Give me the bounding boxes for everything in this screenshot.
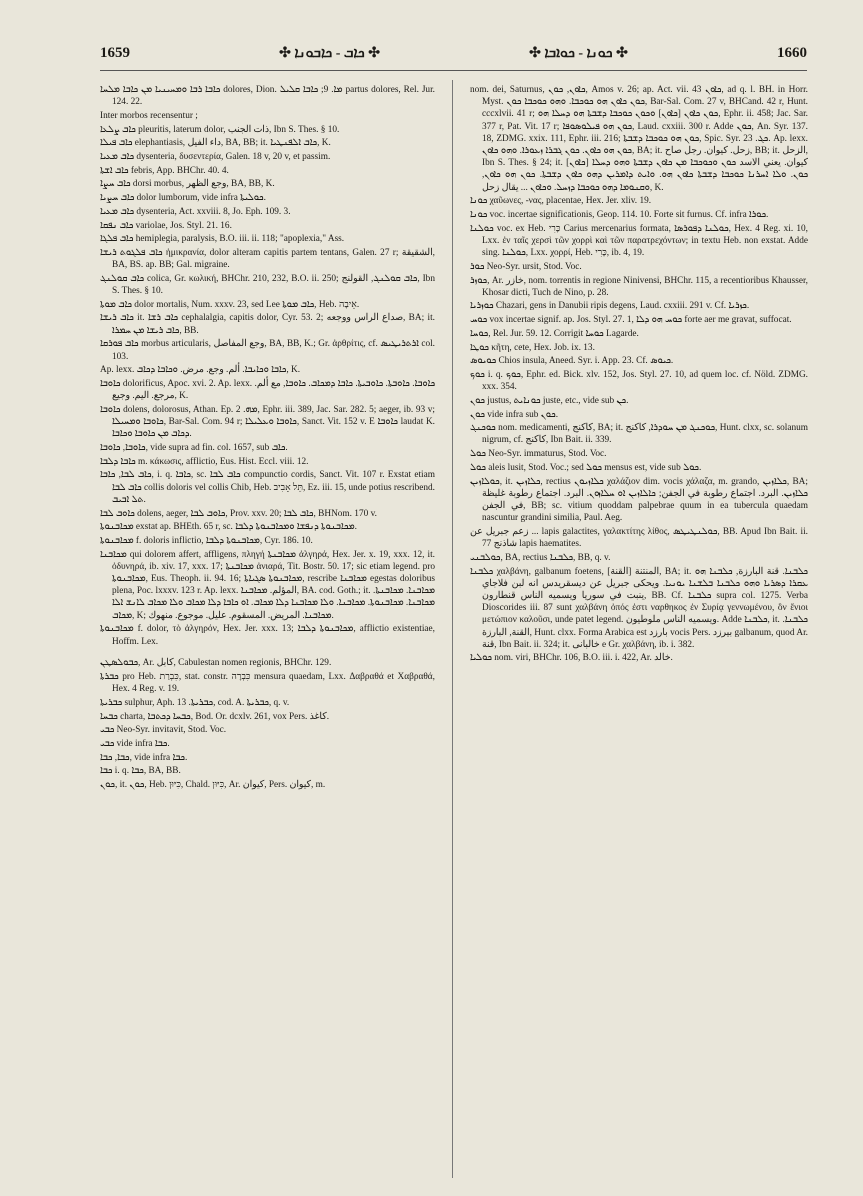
page-number-left: 1659: [100, 44, 130, 61]
dictionary-entry: ܟܐܒ ܚܨܝܐ dolor lumborum, vide infra ܟܘܠܝܬܐ.: [100, 193, 266, 204]
dictionary-entry: ܟܒܪܝܬܐ sulphur, Aph. ܟܒܪܝܬܐ. 13, cod. A. ܟܒܪܝܬܐ, q. v.: [100, 697, 290, 708]
page-number-right: 1660: [777, 44, 807, 61]
dictionary-entry: ܟܐܘܒ ܠܒܐ dolens, aeger, ܟܐܘܒ ܠܒܐ, Prov. xxv. 20; ܟܐܒ ܠܒܐ, BHNom. 170 v.: [100, 508, 377, 519]
dictionary-entry: ܟܐܒ ܨܠܥܐ pleuritis, laterum dolor, ذات الجنب, Ibn S. Thes. § 10.: [100, 124, 340, 135]
page-header: [100, 40, 807, 66]
dictionary-entry: ܟܘܠ Neo-Syr. immaturus, Stod. Voc.: [470, 449, 607, 460]
dictionary-entry: ܟܘܛܐ κῆτη, cete, Hex. Job. ix. 13.: [470, 342, 595, 353]
dictionary-entry: ܟܐܒ ܦܠܓܘܬ ܪܝܫܐ ἡμικρανία, dolor alteram capitis partem tentans, Galen. 27 r; الشقيقة, BA, BS. ap. BB; Gal. migraine.: [100, 247, 435, 271]
dictionary-entry: ܟܐܘܒܐ dolorificus, Apoc. xvi. 2. Ap. lexx. ܟܐܘܒܐ. ܟܐܘܒܬܐ. ܟܐܘܒܝܬܐ. ܟܐܒܐ ܕܡܟܐܒ. ܟܐܘܒܐ, مع ألم. مرجع. اليم. وجيع, K.: [100, 378, 435, 402]
right-column: [470, 84, 808, 1174]
running-head-left-text: ܟܐܒ - ܟܐܒܘܢܐ: [294, 45, 365, 61]
dictionary-entry: ܟܒܪܬܐ pro Heb. כִּבְרַת, stat. constr. כִּבְרָה mensura quaedam, Lxx. Δαβραθά et Χαβραθά, Hex. 4 Reg. v. 19.: [100, 671, 435, 695]
dictionary-entry: ܟܘܢ justus, ܟܘܢܐܝܬ juste, etc., vide sub ܟܢ.: [470, 395, 629, 406]
dictionary-entry: ܟܒܝ vide infra ܟܒܐ.: [100, 738, 170, 749]
section-gap: [100, 649, 435, 657]
dictionary-entry: ܡܟܐܒܢܐ qui dolorem affert, affligens, πληγή ܡܟܐܒܢܬܐ ἀλγηρά, Hex. Jer. x. 19, xxx. 12, it. ὀδυνηρά, ib. xiv. 17, xxx. 17; ܡܟܐܒܢܬܐ ἀνιαρά, Tit. Bostr. 50. 17; sic etiam legend. pro ܡܟܐܒܢܘܬܐ, Eus. Theoph. ii. 94. 16; ܡܟܐܒܢܘܬܐ ܣܓܝܐܬܐ, rescribe ܡܟܐܒܢܐ egestas doloribus plena, Poc. lxxxv. 123 r. Ap. lexx. المؤلم. ܡܟܐܒܢܐ, BA. cod. Goth.; it. ܡܟܐܒܢܐ. ܡܟܐܒܢܬܐ. ܡܟܐܒܢܐ. ܡܟܐܒܢܘܬܐ. ܡܟܐܒܢܐ. ܘܠܐ ܡܟܐܒܢܐ ܕܠܐ ܡܟܐܒ. ܐܘ ܟܐܒܐ ܕܠܐ ܡܟܐܒ ܘܠܐ ܡܟܐܒ ܠܐܢܫ ܐܠܐ ܡܟܐܒ, K; ܡܟܐܒܢܐ. المريض. المسقوم. عليل. موجوع. منهوك.: [100, 549, 435, 621]
dictionary-entry: ܟܐܒ ܡܥܝܐ dysenteria, δυσεντερία, Galen. 18 v, 20 v, et passim.: [100, 152, 331, 163]
dictionary-entry: ܟܘܢܐ χαῦωνες, -νας, placentae, Hex. Jer. xliv. 19.: [470, 196, 652, 207]
dictionary-entry: ܟܐܒ ܡܥܝܐ dysenteria, Act. xxviii. 8, Jo. Eph. 109. 3.: [100, 206, 291, 217]
dictionary-entry: ܟܐܒ ܢܦܩܐ variolae, Jos. Styl. 21. 16.: [100, 220, 232, 231]
dictionary-entry: ܟܘܢܐ voc. incertae significationis, Geop. 114. 10. Forte sit furnus. Cf. infra ܟܘܪܐ.: [470, 210, 769, 221]
running-head-right-text: ܟܘܢܐ - ܟܘܐܒܐ: [544, 45, 613, 61]
dictionary-entry: ܟܘܠܒܢܝ, BA, rectius ܟܠܒܢܐ, BB, q. v.: [470, 552, 611, 563]
dictionary-entry: ܟܘܚ vox incertae signif. ap. Jos. Styl. 27. 1, ܟܘܚ ܗܘ ܕܠܐ forte aer me gravat, suffocat.: [470, 315, 792, 326]
dictionary-entry: ܟܘܙܪ, Ar. خازر, nom. torrentis in regione Ninivensi, BHChr. 115, a recentioribus Khausser, Khosar dicti, Tuch de Nino, p. 28.: [470, 275, 808, 298]
dictionary-entry: ܟܘܠܐܙܝܢ, it. ܟܠܐܙܝܢ, rectius ܟܠܐܙܝܘܢ χαλάζιον dim. vocis χάλαζα, m. grando, ܟܠܐܙܝܢ, BA; ܟܠܐܙܝܢ. البرد. اجتماع رطوبة في الجفن; ܟܐܠܐܙܝܢ ܐܘ ܚܠܐܙܘܢ. البرد. اجتماع رطوبة غليظة في الجفن, BB; sc. vitium quoddam palpebrae quum in ea tubercula quaedam nascuntur grandini similia, Paul. Aeg.: [470, 476, 808, 524]
dictionary-entry: ܟܘܠ aleis lusit, Stod. Voc.; sed ܟܘܠ mensus est, vide sub ܟܘܠ.: [470, 462, 702, 473]
dictionary-entry: ܟܐܘܒܐ, ܟܐܘܒܐ, vide supra ad fin. col. 1657, sub ܟܐܒ.: [100, 442, 288, 453]
dictionary-entry: ܟܠܒܢܐ χαλβάνη, galbanum foetens, المنتنة [القنة], BA; it. ܟܠܒܢܐ. قنة البارزة, ܟܠܒܢܐ ܗܘ ܥܩܪܐ ܕܣܪܝܐ ܘܗܘ ܟܠܒܢܐ ܒܠܫܢܐ ܝܘܢܝܐ. ويحكى جبريل عن ديسقريدس انه لبن فلاجاي ينبت في سوريا ويسميه الناس قنطارون, BB. Cf. ܟܠܒܢܐ supra col. 1275. Verba Dioscorides iii. 87 sunt χαλβάνη ὀπός ἐστι ναρθηκος ἐν Συρίᾳ γεννωμένου, ὃν ἔνιοι μετώπιον καλοῦσι, unde patet legend. ويسميه الناس ملوطيون. Adde ܟܠܒܢܐ, it. ܟܠܒܢܐ. القنة, البارزة, Hunt. clxx. Forma Arabica est بارزد vocis Pers. بيرزد galbanum, quod Ar. قنة, Ibn Bait. ii. 324; it. خالبانى e Gr. χαλβάνη, ib. i. 382.: [470, 566, 808, 650]
dictionary-entry: ܟܘܙܪܝܐ Chazari, gens in Danubii ripis degens, Laud. cxxiii. 291 v. Cf. ܟܙܪܝܐ.: [470, 301, 750, 312]
running-head-right: ✣ ܟܘܢܐ - ܟܘܐܒܐ ✣: [529, 45, 628, 61]
dictionary-entry: Inter morbos recensentur ;: [100, 110, 198, 121]
dictionary-entry: ܟܘܝܘܣ Chios insula, Aneed. Syr. i. App. 23. Cf. ܟܝܘܣ.: [470, 356, 674, 367]
dictionary-entry: ܟܐܒ ܦܝܠܐ elephantiasis, داء الفيل, BA, BB; it. ܟܐܒ ܐܠܦܢܛܝܐ, K.: [100, 138, 331, 149]
header-rule: [100, 70, 807, 71]
dictionary-entry: ܟܒܐ, ܟܒܐ, vide infra ܟܒܐ.: [100, 752, 188, 763]
left-column: [100, 84, 435, 1174]
dictionary-entry: زعم جبريل عن ... lapis galactites, γαλακτίτης λίθος, ܟܘܠܢܛܝܛܣ, BB. Apud Ibn Bait. ii. 77 شاذنج lapis haematites.: [470, 526, 808, 550]
dictionary-entry: ܡܟܐܒܢܘܬܐ f. dolor, τὸ ἀλγηρόν, Hex. Jer. xxx. 13; ܡܟܐܒܢܘܬܐ ܕܠܒܐ, afflictio existentiae, Hoffm. Lex.: [100, 624, 435, 647]
dictionary-entry: ܟܒܝ Neo-Syr. invitavit, Stod. Voc.: [100, 725, 227, 736]
dictionary-entry: ܟܒܘܠܣܛܢ, Ar. كابل, Cabulestan nomen regionis, BHChr. 129.: [100, 658, 332, 669]
dictionary-entry: ܟܐܒ ܠܒܐ, ܟܐܒܐ, i. q. ܟܐܒܐ, sc. ܟܐܒ ܠܒܐ compunctio cordis, Sanct. Vit. 107 r. Exstat etiam ܟܐܒ ܠܒܐ collis doloris vel collis Chib, Heb. תֵּל אָבִיב, Ez. iii. 15, unde potius rescribend. ܬܠ ܐܒܝܒ.: [100, 470, 435, 505]
dictionary-entry: ܟܐܒܐ ܪܒܐ ܘܡܚܝܢܝܐ ܡܢ ܟܐܒܐ ܡܠܚܐ dolores, Dion. ܡܐ. 9; ܟܐܒܐ ܩܠܝܠ partus dolores, Rel. Jur. 124. 22.: [100, 85, 435, 108]
dictionary-entry: ܟܐܒܐ ܕܠܒܐ m. κάκωσις, afflictio, Eus. Hist. Eccl. viii. 12.: [100, 456, 309, 467]
dictionary-entry: ܟܘܢ, it. ܟܘܢ, Heb. כִּיּוּן, Chald. כִּיּוּן, Ar. كيوان, Pers. كيوان, m.: [100, 780, 326, 791]
dictionary-entry: ܟܐܒ ܡܘܬܐ dolor mortalis, Num. xxxv. 23, sed Lee ܟܐܒ ܡܘܬܐ, Heb. אֵיבָה.: [100, 299, 360, 310]
dictionary-entry: ܟܘܪ Neo-Syr. ursit, Stod. Voc.: [470, 261, 582, 272]
dictionary-entry: nom. dei, Saturnus, ܟܐܘܢ, ܟܘܢ, Amos v. 26; ap. Act. vii. 43 ܟܐܘܢ, ad q. l. BH. in Horr. Myst. ܟܘܢ ܟܐܘܢ ܗܘ ܟܘܟܒܐ. ܘܗܘ ܟܘܟܒܐ ܟܘܢ, Bar-Sal. Com. 27 v, BHCand. 42 r, Hunt. cccxlvii. 41 r; ܟܘܢ ܟܐܘܢ [ܟܐܘܢ] ܘܟܘܢ ܟܘܟܒܐ ܕܫܒܬܐ ܗܘ ܕܚܠܐ ܗܘ, Ephr. ii. 458; Jac. Sar. 377 r, Pat. Vit. 17 r; ܟܘܢ ܗܘ ܦܝܠܘܣܘܦܐ, Laud. cxxiii. 300 r. Adde ܟܘܢ, An. Syr. 137. 18, ZDMG. xxix. 111, Ephr. iii. 216; ܟܘܢ ܗܘ ܟܘܟܒܐ ܕܫܒܬܐ, Spic. Syr. ܟܓ. 23. Ap. lexx. ܟܘܢ ܗܘ ܟܐܘܢ. ܟܘܢ ܓܒܪܐ ܙܥܘܪܐ. ܘܗܘ ܟܐܘܢ, BA; it. زحل. كيوان. رجل صاح, BB; it. الزحل, Ibn S. Thes. § 24; it. كيوان. يعني الاسد ܟܘܢ ܘܟܘܟܒܐ ܡܢ ܟܐܘܢ ܕܫܒܬܐ ܘܗܘ ܕܚܠܐ [ܟܐܘܢ] ܟܘܢ. ܘܠܐ ܐܚܪܢܐ ܟܘܟܒܐ ܕܫܒܬܐ ܟܐܘܢ ܗܘ. ܘܐܝܬ ܕܐܡܪܝܢ ܕܗܘ ܟܐܘܢ ܕܫܒܬܐ. ܟܘܢ ܗܘ ܟܐܘܢ, ܘܩܢܘܡܐ ܕܗܘ ܟܘܟܒܐ ܕܙܚܠ. ܘܟܐܘܢ ... يقال زحل, K.: [470, 85, 808, 193]
dictionary-entry: ܟܐܒ ܩܘܠܢܓ colica, Gr. κωλική, BHChr. 210, 232, B.O. ii. 250; ܟܐܒ ܩܘܠܢܓ, القولنج, Ibn S. Thes. § 10.: [100, 273, 435, 297]
dictionary-entry: ܟܘܟ i. q. ܟܘܟ, Ephr. ed. Bick. xlv. 152, Jos. Styl. 27. 10, ad quem loc. cf. Nöld. ZDMG. xxx. 354.: [470, 369, 808, 393]
dictionary-entry: Ap. lexx. ܟܐܒܐ ܘܟܐܝܒܐ. ألم. وجع. مرض. ܘܟܐܒܐ ܕܟܐܒ, K.: [100, 365, 301, 376]
running-head-left: ✣ ܟܐܒ - ܟܐܒܘܢܐ ✣: [279, 45, 380, 61]
column-divider: [452, 80, 453, 1178]
dictionary-entry: ܟܐܘܒܐ dolens, dolorosus, Athan. Ep. ܡܗ. 2, Ephr. iii. 389, Jac. Sar. 282. 5; aeger, ib. 93 v; ܟܐܘܒܐ ܘܡܚܝܠܐ, Bar-Sal. Com. 94 r; ܟܐܘܒܐ ܘܥܠܝܠܐ, Sanct. Vit. 152 v. E ܟܐܘܒܐ laudat K. ܕܟܐܒ ܡܢ ܟܐܘܒܐ ܘܟܐܒܐ.: [100, 404, 435, 440]
dictionary-entry: ܟܐܒ ܐܫܬܐ febris, App. BHChr. 40. 4.: [100, 165, 229, 176]
dictionary-entry: ܟܘܢ vide infra sub ܟܘܢ.: [470, 409, 559, 420]
dictionary-entry: ܟܐܒ ܪܝܫܐ it. ܟܐܒ ܪܫܐ cephalalgia, capitis dolor, Cyr. 53. 2; صداع الراس ووجعه, BA; it. ܟܐܒ ܪܝܫܐ ܡܢ ܚܡܪܐ, BB.: [100, 313, 435, 336]
dictionary-entry: ܟܐܒ ܦܘܪܩܐ morbus articularis, وجع المفاصل, BA, BB, K.; Gr. ἀρθρίτις, cf. ܐܪܬܪܝܛܝܣ col. 103.: [100, 339, 435, 362]
dictionary-entry: ܟܐܒ ܦܠܓܐ hemiplegia, paralysis, B.O. iii. ii. 118; "apoplexia," Ass.: [100, 234, 345, 245]
dictionary-entry: ܟܐܒ ܚܨܐ dorsi morbus, وجع الظهر, BA, BB, K.: [100, 179, 275, 190]
dictionary-entry: ܟܘܟܢܓ nom. medicamenti, كاكنج, BA; it. ܟܘܟܢܓ ܡܢ ܚܘܕܪܐ, كاكنج, Hunt. clxx, sc. solanum nigrum, cf. كاكنج, Ibn Bait. ii. 339.: [470, 423, 808, 446]
dictionary-entry: ܡܟܐܒܢܘܬܐ exstat ap. BHEth. 65 r, sc. ܡܟܐܒܢܘܬܐ ܕܢܦܫܐ ܘܡܟܐܒܢܘܬܐ ܕܠܒܐ.: [100, 522, 357, 533]
dictionary-entry: ܟܘܠܝܐ nom. viri, BHChr. 106, B.O. iii. i. 422, Ar. خالد.: [470, 653, 673, 664]
dictionary-entry: ܟܒܚܐ charta, ܟܒܚܐ ܕܟܬܒܐ, Bod. Or. dcxlv. 261, vox Pers. كاغذ.: [100, 711, 330, 722]
dictionary-entry: ܟܒܐ i. q. ܟܒܐ, BA, BB.: [100, 766, 181, 777]
dictionary-entry: ܟܘܚܐ, Rel. Jur. 59. 12. Corrigit ܟܘܚܐ Lagarde.: [470, 328, 639, 339]
dictionary-entry: ܟܘܠܢܐ voc. ex Heb. כָּרִי Carius mercenarius formata, ܟܘܠܢܐ ܕܦܘܪܣܐ, Hex. 4 Reg. xi. 10, Lxx. ἐν ταῖς χερσὶ τῶν χορρὶ καὶ τῶν παρατρεχόντων; in textu Heb. non exstat. Adde sing. ܟܘܠܢܐ, Lxx. χορρί, Heb. כָּרִי, ib. 4, 19.: [470, 223, 808, 259]
dictionary-entry: ܡܟܐܒܢܘܬܐ f. doloris inflictio, ܡܟܐܒܢܘܬܐ ܕܠܒܐ, Cyr. 186. 10.: [100, 535, 313, 546]
